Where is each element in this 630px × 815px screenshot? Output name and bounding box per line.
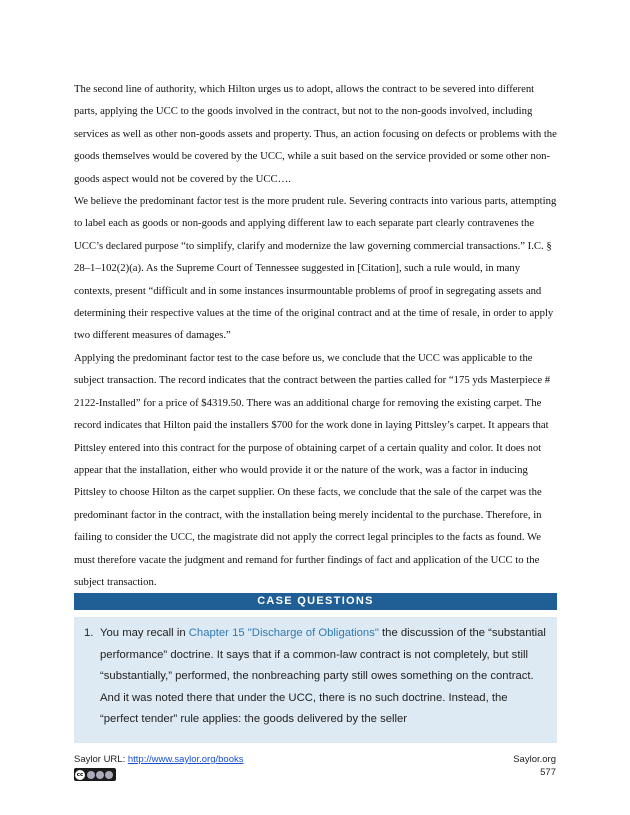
paragraph-second-line-of-authority: The second line of authority, which Hilton urges us to adopt, allows the contract to be severed into different parts, applying the UCC to the goods involved in the contract, but not to the non-goods involved, including services as well as other non-goods assets and property. Thus, an action focusing on defects or problems with the goods themselves would be covered by the UCC, while a suit based on the service provided or some other non-goods aspect would not be covered by the UCC…. bbox=[74, 83, 557, 185]
case-question-item bbox=[84, 623, 547, 731]
question-text bbox=[100, 623, 547, 731]
case-excerpt bbox=[74, 78, 557, 593]
chapter-15-link[interactable]: Chapter 15 "Discharge of Obligations" bbox=[188, 627, 379, 639]
paragraph-predominant-factor-test: We believe the predominant factor test is the more prudent rule. Severing contracts into various parts, attempting to label each as goods or non-goods and applying different law to each separate part clearly contravenes the UCC’s declared purpose “to simplify, clarify and modernize the law governing commercial transactions.” I.C. § 28–1–102(2)(a). As the Supreme Court of Tennessee suggested in [Citation], such a rule would, in many contexts, present “difficult and in some instances insurmountable problems of proof in segregating assets and determining their respective values at the time of the original contract and at the time of resale, in order to apply two different measures of damages.” bbox=[74, 195, 557, 342]
case-questions-box bbox=[74, 617, 557, 743]
footer-source-label: Saylor URL: bbox=[74, 754, 128, 765]
footer-site: Saylor.org bbox=[513, 754, 556, 765]
question-text-after-link: the discussion of the “substantial performance” doctrine. It says that if a common-law contract is not completely, but still “substantially,” performed, the nonbreaching party still owes something on the contract. And it was noted there that under the UCC, there is no such doctrine. Instead, the “perfect tender” rule applies: the goods delivered by the seller bbox=[100, 627, 546, 725]
license-terms-icons bbox=[87, 771, 113, 779]
question-number: 1. bbox=[84, 627, 94, 639]
creative-commons-license-badge[interactable] bbox=[74, 768, 116, 781]
question-text-before-link: You may recall in bbox=[100, 627, 189, 639]
paragraph-application-to-case: Applying the predominant factor test to the case before us, we conclude that the UCC was applicable to the subject transaction. The record indicates that the contract between the parties called for “175 yds Masterpiece # 2122-Installed” for a price of $4319.50. There was an additional charge for removing the existing carpet. The record indicates that Hilton paid the installers $700 for the work done in laying Pittsley’s carpet. It appears that Pittsley entered into this contract for the purpose of obtaining carpet of a certain quality and color. It does not appear that the installation, either who would provide it or the nature of the work, was a factor in inducing Pittsley to choose Hilton as the carpet supplier. On these facts, we conclude that the sale of the carpet was the predominant factor in the contract, with the installation being merely incidental to the purchase. Therefore, in failing to consider the UCC, the magistrate did not apply the correct legal principles to the facts as found. We must therefore vacate the judgment and remand for further findings of fact and application of the UCC to the subject transaction. bbox=[74, 351, 551, 588]
saylor-books-link[interactable]: http://www.saylor.org/books bbox=[127, 754, 244, 765]
page-number: 577 bbox=[540, 766, 556, 778]
footer-source bbox=[74, 754, 244, 767]
case-questions-header: CASE QUESTIONS bbox=[74, 593, 557, 610]
footer-page-info bbox=[513, 754, 556, 779]
cc-icon: cc bbox=[76, 771, 84, 778]
